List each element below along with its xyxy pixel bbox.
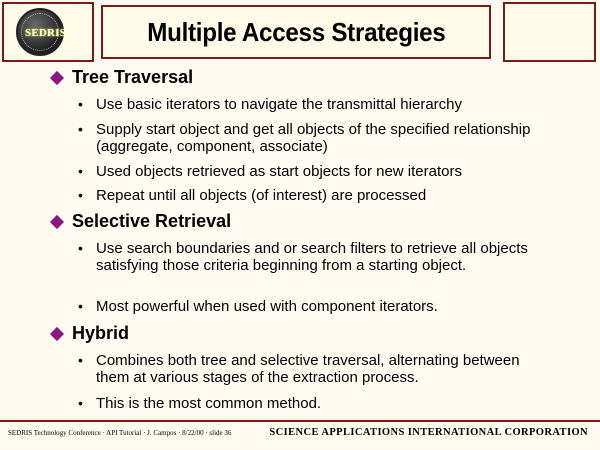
list-item-text: Used objects retrieved as start objects for new iterators xyxy=(96,163,462,180)
list-item-text: Most powerful when used with component iterators. xyxy=(96,298,438,315)
sedris-logo xyxy=(16,8,64,56)
bullet-dot-icon: • xyxy=(78,352,83,368)
section-heading-tree-traversal xyxy=(52,67,193,88)
diamond-bullet-icon xyxy=(50,214,64,228)
bullet-dot-icon: • xyxy=(78,121,83,137)
section-heading-hybrid xyxy=(52,323,129,344)
title-frame xyxy=(101,5,491,59)
diamond-bullet-icon xyxy=(50,326,64,340)
footer-organization: SCIENCE APPLICATIONS INTERNATIONAL CORPORATION xyxy=(269,427,588,438)
list-item-text: Use basic iterators to navigate the transmittal hierarchy xyxy=(96,96,462,113)
footer-credits: SEDRIS Technology Conference · API Tutorial · J. Campos · 8/22/00 · slide 36 xyxy=(8,429,232,437)
section-heading-text: Tree Traversal xyxy=(72,67,194,87)
logo-frame xyxy=(2,2,94,62)
diamond-bullet-icon xyxy=(50,70,64,84)
bullet-dot-icon: • xyxy=(78,187,83,203)
list-item-text: Use search boundaries and or search filters to retrieve all objects satisfying those criteria beginning from a starting object. xyxy=(96,240,528,274)
logo-text: SEDRIS xyxy=(25,27,66,39)
footer-divider xyxy=(0,420,600,422)
section-heading-text: Selective Retrieval xyxy=(72,211,232,231)
section-heading-text: Hybrid xyxy=(72,323,130,343)
right-frame xyxy=(503,2,596,62)
list-item-text: Supply start object and get all objects of the specified relationship (aggregate, component, associate) xyxy=(96,121,531,155)
list-item-text: This is the most common method. xyxy=(96,395,322,412)
bullet-dot-icon: • xyxy=(78,240,83,256)
bullet-dot-icon: • xyxy=(78,163,83,179)
page-title: Multiple Access Strategies xyxy=(146,16,446,47)
bullet-dot-icon: • xyxy=(78,395,83,411)
bullet-dot-icon: • xyxy=(78,298,83,314)
bullet-dot-icon: • xyxy=(78,96,83,112)
section-heading-selective-retrieval xyxy=(52,211,231,232)
list-item-text: Combines both tree and selective traversal, alternating between them at various stages of the extraction process. xyxy=(96,352,520,386)
list-item-text: Repeat until all objects (of interest) are processed xyxy=(96,187,427,204)
